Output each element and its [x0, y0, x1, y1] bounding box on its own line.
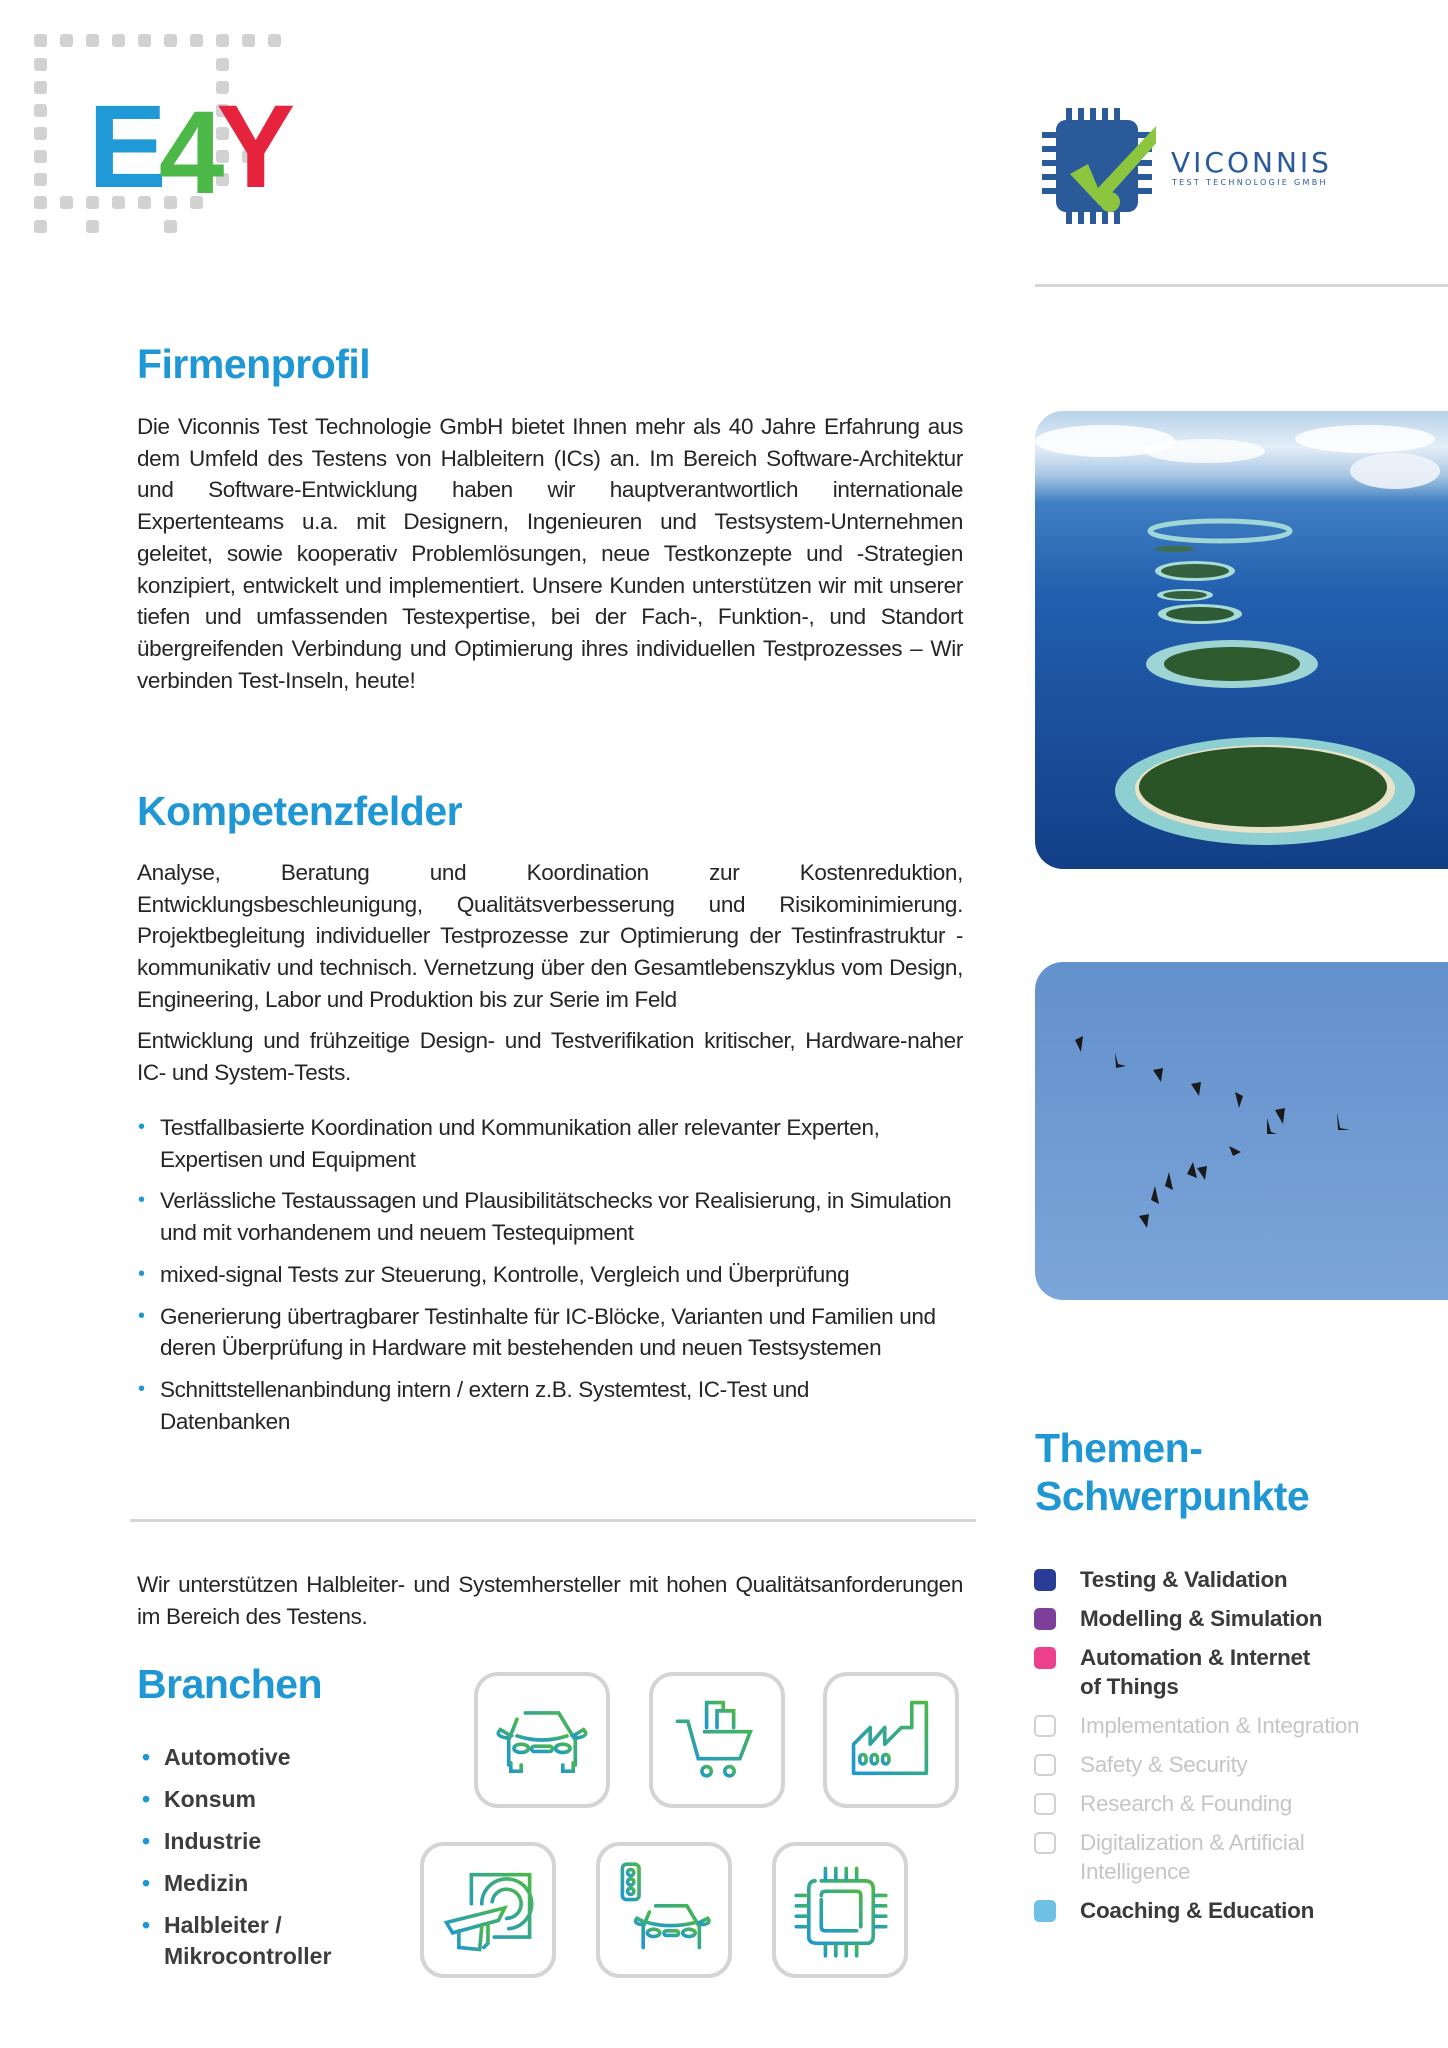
- empty-square-icon: [1034, 1832, 1056, 1854]
- bullet-icon: •: [138, 1189, 145, 1212]
- theme-item: Digitalization & Artificial Intelligence: [1034, 1828, 1310, 1886]
- branchen-heading: Branchen: [137, 1661, 323, 1707]
- list-item: • Konsum: [140, 1784, 364, 1815]
- theme-item: Research & Founding: [1034, 1789, 1444, 1818]
- theme-item: Automation & Internet of Things: [1034, 1643, 1310, 1701]
- bullet-icon: •: [138, 1304, 145, 1327]
- islands-illustration: [1035, 411, 1448, 869]
- kompetenzfelder-paragraph-2: Entwicklung und frühzeitige Design- und Testverifikation kritischer, Hardware-naher IC- und System-Tests.: [137, 1028, 963, 1085]
- filled-square-icon: [1034, 1569, 1056, 1591]
- shopping-cart-icon: [665, 1688, 769, 1792]
- bullet-icon: •: [142, 1912, 151, 1938]
- list-item: • Schnittstellenanbindung intern / extern z.B. Systemtest, IC-Test und Datenbanken: [138, 1374, 978, 1437]
- viconnis-tagline: TEST TECHNOLOGIE GMBH: [1172, 178, 1328, 187]
- empty-square-icon: [1034, 1793, 1056, 1815]
- kompetenzfelder-bullet-list: [138, 1112, 978, 1447]
- firmenprofil-text: Die Viconnis Test Technologie GmbH bietet Ihnen mehr als 40 Jahre Erfahrung aus dem Umfeld des Testens von Halbleitern (ICs) an. Im Bereich Software-Architektur und Software-Entwicklung haben wir hauptverantwortlich internationale Expertenteams u.a. mit Designern, Ingenieuren und Testsystem-Unternehmen geleitet, sowie kooperativ Problemlösungen, neue Testkonzepte und -Strategien konzipiert, entwickelt und implementiert. Unsere Kunden unterstützen wir mit unserer tiefen und umfassenden Testexpertise, bei der Fach-, Funktion-, und Standort übergreifenden Verbindung und Optimierung ihres individuellen Testprozesses – Wir verbinden Test-Inseln, heute!: [137, 414, 963, 693]
- mri-scanner-icon: [436, 1858, 540, 1962]
- factory-icon-tile: [823, 1672, 959, 1808]
- filled-square-icon: [1034, 1647, 1056, 1669]
- list-item: • Testfallbasierte Koordination und Kommunikation aller relevanter Experten, Expertisen und Equipment: [138, 1112, 978, 1175]
- e4y-wordmark: E4Y: [88, 81, 288, 219]
- chip-checkmark-icon: [1036, 106, 1156, 226]
- viconnis-logo: [1036, 106, 1376, 226]
- shopping-cart-icon-tile: [649, 1672, 785, 1808]
- filled-square-icon: [1034, 1900, 1056, 1922]
- bullet-icon: •: [138, 1262, 145, 1285]
- divider-top: [1035, 284, 1448, 287]
- list-item: • mixed-signal Tests zur Steuerung, Kontrolle, Vergleich und Überprüfung: [138, 1259, 978, 1291]
- empty-square-icon: [1034, 1715, 1056, 1737]
- geese-illustration: [1035, 962, 1448, 1300]
- firmenprofil-heading: Firmenprofil: [137, 341, 371, 387]
- list-item: • Halbleiter / Mikrocontroller: [142, 1912, 332, 1969]
- viconnis-name: VICONNIS: [1171, 146, 1332, 179]
- flying-geese-photo: [1035, 962, 1448, 1300]
- theme-item: Modelling & Simulation: [1034, 1604, 1444, 1633]
- mri-scanner-icon-tile: [420, 1842, 556, 1978]
- traffic-light-car-icon: [612, 1858, 716, 1962]
- theme-item: Testing & Validation: [1034, 1565, 1444, 1594]
- empty-square-icon: [1034, 1754, 1056, 1776]
- themen-heading: Themen- Schwerpunkte: [1035, 1425, 1310, 1519]
- bullet-icon: •: [142, 1828, 151, 1854]
- divider-middle: [130, 1519, 976, 1522]
- bullet-icon: •: [142, 1786, 151, 1812]
- list-item: • Verlässliche Testaussagen und Plausibilitätschecks vor Realisierung, in Simulation und mit vorhandenem und neuem Testequipment: [138, 1185, 978, 1248]
- filled-square-icon: [1034, 1608, 1056, 1630]
- list-item: • Automotive: [140, 1742, 364, 1773]
- microchip-icon-tile: [772, 1842, 908, 1978]
- kompetenzfelder-paragraph-1: Analyse, Beratung und Koordination zur Kostenreduktion, Entwicklungsbeschleunigung, Qualitätsverbesserung und Risikominimierung. Projektbegleitung individueller Testprozesse zur Optimierung der Testinfrastruktur - kommunikativ und technisch. Vernetzung über den Gesamtlebenszyklus vom Design, Engineering, Labor und Produktion bis zur Serie im Feld: [137, 860, 963, 1012]
- bullet-icon: •: [138, 1116, 145, 1138]
- bullet-icon: •: [142, 1744, 151, 1770]
- theme-item: Coaching & Education: [1034, 1896, 1444, 1925]
- bullet-icon: •: [138, 1377, 145, 1400]
- theme-item: Implementation & Integration: [1034, 1711, 1444, 1740]
- theme-item: Safety & Security: [1034, 1750, 1444, 1779]
- branchen-list: [140, 1742, 364, 1983]
- list-item: • Industrie: [140, 1826, 364, 1857]
- list-item: • Generierung übertragbarer Testinhalte für IC-Blöcke, Varianten und Familien und deren Überprüfung in Hardware mit bestehenden und neuen Testsystemen: [138, 1301, 978, 1364]
- microchip-icon: [788, 1858, 892, 1962]
- themen-list: [1034, 1565, 1444, 1935]
- car-icon-tile: [474, 1672, 610, 1808]
- aerial-islands-photo: [1035, 411, 1448, 869]
- kompetenzfelder-heading: Kompetenzfelder: [137, 788, 463, 834]
- traffic-light-car-icon-tile: [596, 1842, 732, 1978]
- e4y-logo: [30, 30, 288, 240]
- factory-icon: [839, 1688, 943, 1792]
- car-icon: [490, 1688, 594, 1792]
- list-item: • Medizin: [140, 1868, 364, 1899]
- intro-text: Wir unterstützen Halbleiter- und Systemhersteller mit hohen Qualitätsanforderungen im Bereich des Testens.: [137, 1572, 963, 1629]
- bullet-icon: •: [142, 1870, 151, 1896]
